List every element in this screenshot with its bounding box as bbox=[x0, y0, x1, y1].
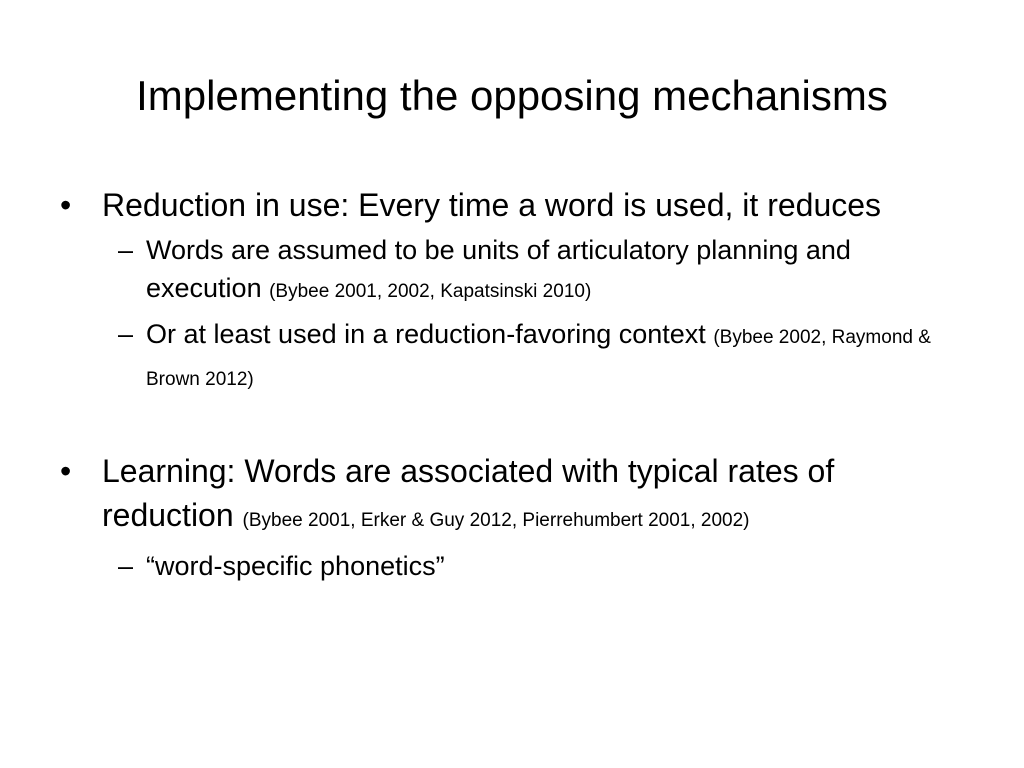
citation: (Bybee 2001, Erker & Guy 2012, Pierrehumbert 2001, 2002) bbox=[242, 510, 750, 531]
sub-bullet-text: “word-specific phonetics” bbox=[146, 551, 445, 581]
sub-bullet-articulatory-units bbox=[60, 231, 960, 311]
dash-marker: – bbox=[118, 319, 134, 349]
dash-marker: – bbox=[118, 551, 134, 581]
slide-body bbox=[60, 183, 960, 585]
sub-bullet-text: Words are assumed to be units of articulatory planning and execution bbox=[146, 235, 851, 303]
bullet-text: Learning: Words are associated with typical rates of reduction bbox=[102, 453, 835, 533]
bullet-learning bbox=[60, 449, 960, 543]
sub-bullet-word-specific-phonetics bbox=[60, 547, 960, 585]
bullet-reduction-in-use bbox=[60, 183, 960, 227]
spacer bbox=[60, 399, 960, 449]
sub-bullet-reduction-context bbox=[60, 315, 960, 399]
bullet-text: Reduction in use: Every time a word is used, it reduces bbox=[102, 187, 882, 223]
citation: (Bybee 2002, Raymond & Brown 2012) bbox=[146, 327, 931, 390]
citation: (Bybee 2001, 2002, Kapatsinski 2010) bbox=[269, 281, 592, 302]
slide-title: Implementing the opposing mechanisms bbox=[136, 72, 888, 119]
dash-marker: – bbox=[118, 235, 134, 265]
bullet-marker: • bbox=[60, 453, 72, 489]
sub-bullet-text: Or at least used in a reduction-favoring context bbox=[146, 319, 706, 349]
bullet-marker: • bbox=[60, 187, 72, 223]
